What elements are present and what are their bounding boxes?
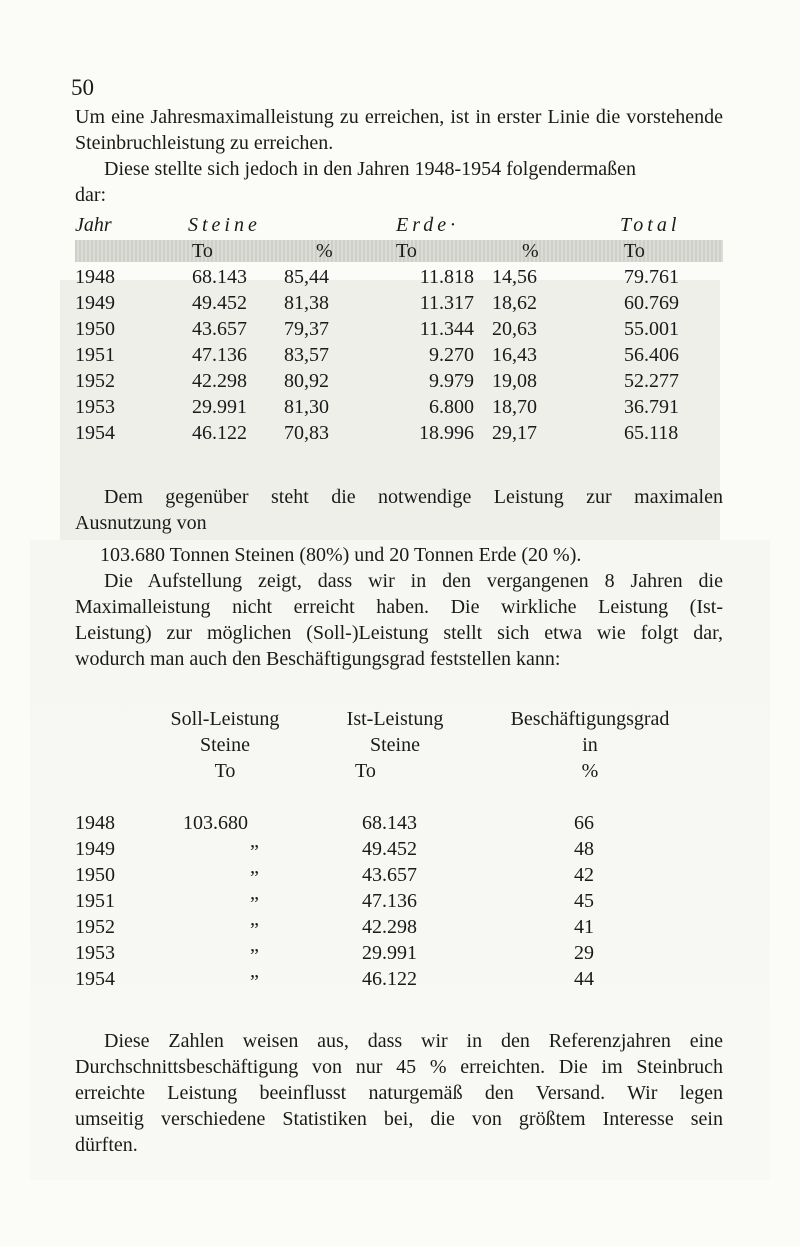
paragraph-line: Dem gegenüber steht die notwendige Leistung zur maximalen	[104, 486, 723, 508]
table-cell: 9.979	[429, 370, 474, 392]
paragraph-line: Die Aufstellung zeigt, dass wir in den vergangenen 8 Jahren die	[104, 570, 723, 592]
table-cell: 29,17	[492, 422, 537, 444]
table-cell: 79.761	[624, 266, 679, 288]
column-header-soll: Soll-Leistung	[170, 708, 280, 730]
paragraph-intro: Um eine Jahresmaximalleistung zu erreichen, ist in erster Linie die vorstehende Steinbruchleistung zu erreichen.	[75, 106, 723, 154]
table-cell: 46.122	[192, 422, 247, 444]
table-cell: 18,62	[492, 292, 537, 314]
table-cell-year: 1949	[75, 292, 115, 314]
table-cell-ditto: „	[250, 830, 259, 852]
table-cell: 68.143	[192, 266, 247, 288]
table-cell-ditto: „	[250, 934, 259, 956]
column-header-steine: Steine	[188, 214, 261, 236]
table-cell-year: 1948	[75, 266, 115, 288]
table-cell: 46.122	[362, 968, 417, 990]
unit-steine-to: To	[192, 240, 213, 262]
paragraph-line: dürften.	[75, 1134, 138, 1156]
table-cell: 42.298	[362, 916, 417, 938]
table-cell: 56.406	[624, 344, 679, 366]
table-cell: 29.991	[192, 396, 247, 418]
column-unit-ist: To	[355, 760, 376, 782]
table-cell: 60.769	[624, 292, 679, 314]
paragraph-line: Leistung) zur möglichen (Soll-)Leistung stellt sich etwa wie folgt dar,	[75, 622, 723, 644]
table-cell: 11.818	[419, 266, 474, 288]
table-cell: 52.277	[624, 370, 679, 392]
table-cell: 43.657	[192, 318, 247, 340]
table-cell: 14,56	[492, 266, 537, 288]
table-cell-year: 1951	[75, 890, 115, 912]
table-cell: 19,08	[492, 370, 537, 392]
table-cell: 81,38	[284, 292, 329, 314]
table-cell-year: 1952	[75, 370, 115, 392]
column-header-ist: Ist-Leistung	[346, 708, 444, 730]
table-cell: 70,83	[284, 422, 329, 444]
column-subheader-grad: in	[582, 734, 598, 756]
table-cell: 49.452	[362, 838, 417, 860]
table-cell: 45	[574, 890, 594, 912]
column-unit-soll: To	[214, 760, 236, 782]
paragraph-line: wodurch man auch den Beschäftigungsgrad feststellen kann:	[75, 648, 561, 670]
table-cell: 9.270	[429, 344, 474, 366]
table-cell: 29	[574, 942, 594, 964]
table-cell-year: 1948	[75, 812, 115, 834]
table-cell-year: 1951	[75, 344, 115, 366]
table-cell: 83,57	[284, 344, 329, 366]
table-cell: 47.136	[362, 890, 417, 912]
table-cell-year: 1953	[75, 396, 115, 418]
unit-erde-pct: %	[522, 240, 539, 262]
table-cell: 68.143	[362, 812, 417, 834]
column-subheader-soll: Steine	[200, 734, 250, 756]
table-cell: 20,63	[492, 318, 537, 340]
table-cell: 42.298	[192, 370, 247, 392]
unit-total-to: To	[624, 240, 645, 262]
table-cell: 80,92	[284, 370, 329, 392]
table-cell: 79,37	[284, 318, 329, 340]
table-cell: 44	[574, 968, 594, 990]
table-cell: 48	[574, 838, 594, 860]
table-cell: 18,70	[492, 396, 537, 418]
table-cell: 103.680	[183, 812, 248, 834]
paragraph-line: Maximalleistung nicht erreicht haben. Die wirkliche Leistung (Ist-	[75, 596, 723, 618]
table-cell-ditto: „	[250, 908, 259, 930]
table-cell: 41	[574, 916, 594, 938]
table-cell: 81,30	[284, 396, 329, 418]
table-cell-year: 1950	[75, 864, 115, 886]
column-header-grad: Beschäftigungsgrad	[510, 708, 670, 730]
unit-erde-to: To	[396, 240, 417, 262]
table-cell-year: 1950	[75, 318, 115, 340]
paragraph-line: umseitig verschiedene Statistiken bei, die von größtem Interesse sein	[75, 1108, 723, 1130]
table-cell: 55.001	[624, 318, 679, 340]
table-cell: 11.317	[419, 292, 474, 314]
table-cell-year: 1954	[75, 968, 115, 990]
table-cell: 47.136	[192, 344, 247, 366]
paragraph-line: erreichte Leistung beeinflusst naturgemäß den Versand. Wir legen	[75, 1082, 723, 1104]
table-cell: 66	[574, 812, 594, 834]
table-cell: 36.791	[624, 396, 679, 418]
table-cell: 18.996	[419, 422, 474, 444]
table-cell: 42	[574, 864, 594, 886]
paragraph-line: Durchschnittsbeschäftigung von nur 45 % erreichten. Die im Steinbruch	[75, 1056, 723, 1078]
page-number: 50	[71, 75, 94, 100]
table-cell-ditto: „	[250, 856, 259, 878]
table-cell-year: 1952	[75, 916, 115, 938]
paragraph-line: Ausnutzung von	[75, 512, 207, 534]
paragraph-line: 103.680 Tonnen Steinen (80%) und 20 Tonnen Erde (20 %).	[100, 544, 582, 566]
paragraph-line: dar:	[75, 184, 107, 206]
table-cell: 65.118	[624, 422, 679, 444]
unit-steine-pct: %	[316, 240, 333, 262]
table-cell-year: 1949	[75, 838, 115, 860]
column-header-year: Jahr	[75, 214, 112, 236]
table-cell-year: 1953	[75, 942, 115, 964]
table-cell-year: 1954	[75, 422, 115, 444]
column-unit-grad: %	[581, 760, 599, 782]
table-cell: 85,44	[284, 266, 329, 288]
table-cell: 29.991	[362, 942, 417, 964]
paragraph-line: Diese stellte sich jedoch in den Jahren 1948-1954 folgendermaßen	[104, 158, 637, 180]
column-subheader-ist: Steine	[370, 734, 420, 756]
table-cell: 11.344	[419, 318, 474, 340]
table-cell: 6.800	[429, 396, 474, 418]
table-cell: 49.452	[192, 292, 247, 314]
column-header-total: Total	[620, 214, 681, 236]
table-cell: 16,43	[492, 344, 537, 366]
table-cell-ditto: „	[250, 960, 259, 982]
table-cell-ditto: „	[250, 882, 259, 904]
table-cell: 43.657	[362, 864, 417, 886]
paragraph-line: Diese Zahlen weisen aus, dass wir in den Referenzjahren eine	[104, 1030, 723, 1052]
column-header-erde: Erde·	[396, 214, 460, 236]
